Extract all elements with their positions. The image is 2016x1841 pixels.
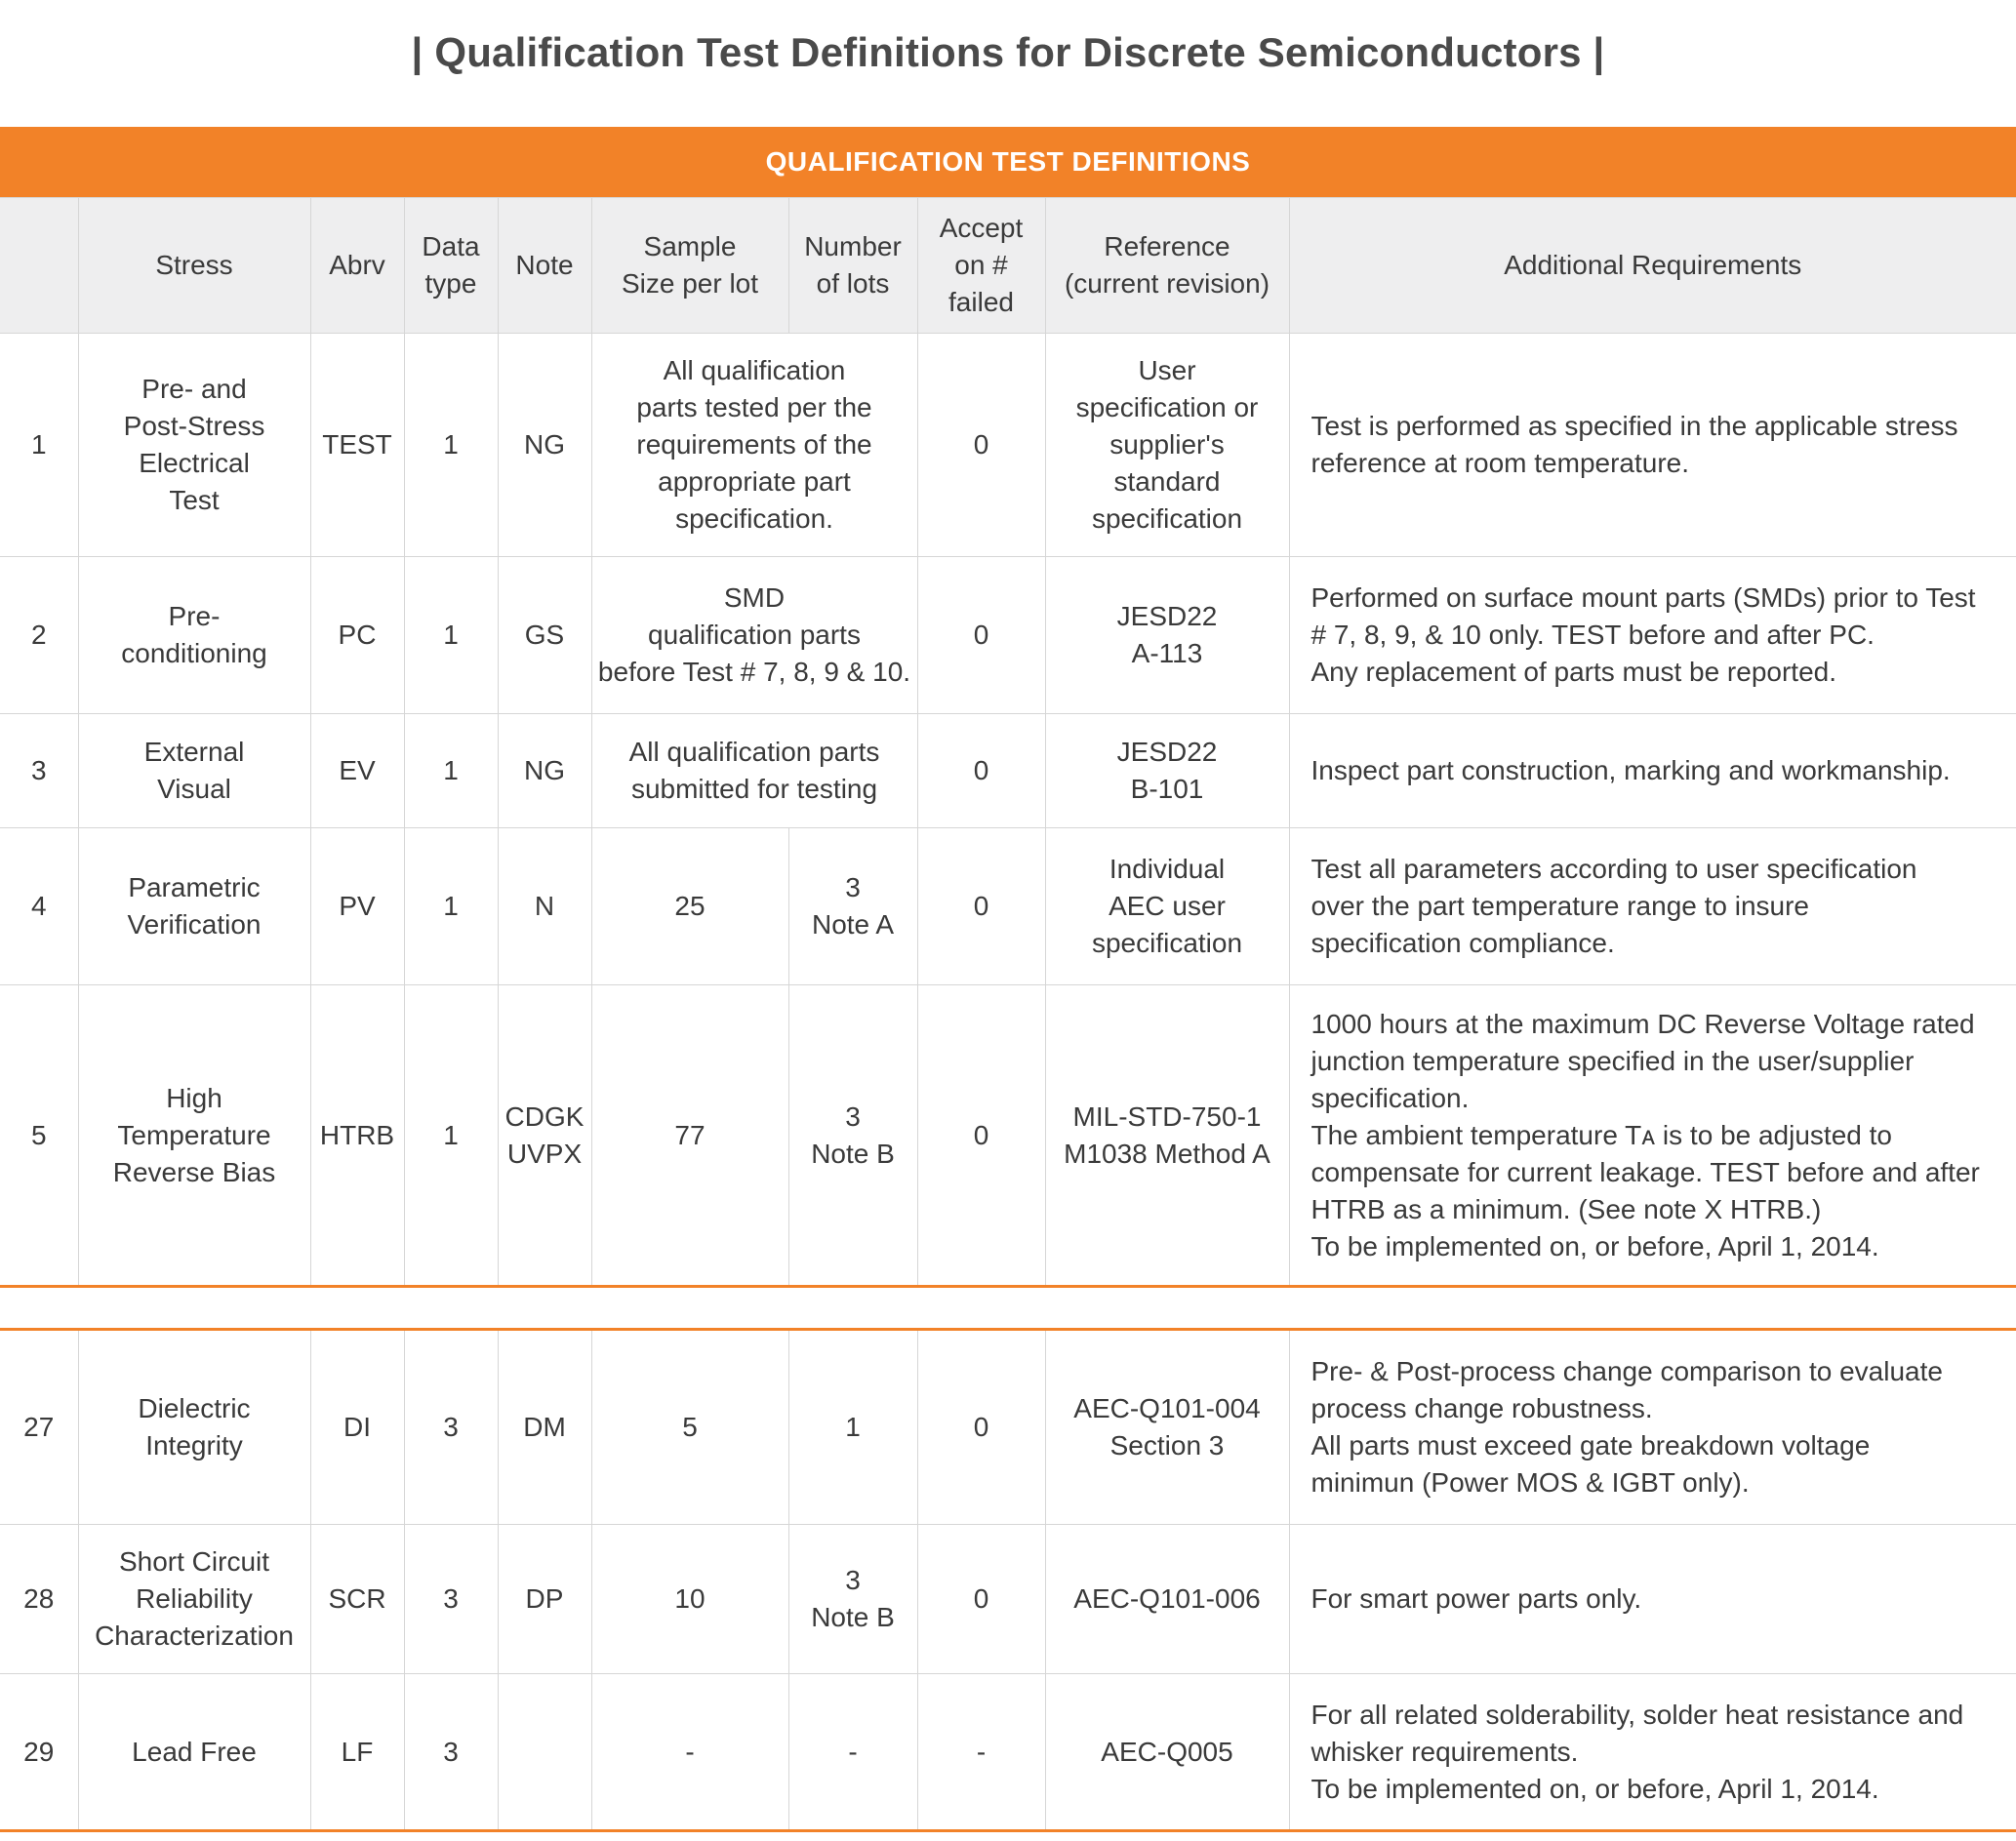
abrv-cell: DI — [310, 1330, 404, 1525]
reference-cell: Individual AEC user specification — [1045, 828, 1289, 985]
header-data-type: Data type — [404, 198, 498, 334]
header-stress: Stress — [78, 198, 310, 334]
abrv-cell: LF — [310, 1674, 404, 1831]
number-of-lots-cell: - — [788, 1674, 917, 1831]
number-of-lots-cell: 1 — [788, 1330, 917, 1525]
row-number: 2 — [0, 557, 78, 714]
stress-cell: Parametric Verification — [78, 828, 310, 985]
stress-cell: High Temperature Reverse Bias — [78, 985, 310, 1287]
reference-cell: JESD22 B-101 — [1045, 714, 1289, 828]
sample-size-cell: 77 — [591, 985, 788, 1287]
data-type-cell: 1 — [404, 334, 498, 557]
header-accept: Accept on # failed — [917, 198, 1045, 334]
table-row — [0, 828, 2016, 985]
stress-cell: Pre- and Post-Stress Electrical Test — [78, 334, 310, 557]
row-number: 3 — [0, 714, 78, 828]
reference-cell: JESD22 A-113 — [1045, 557, 1289, 714]
row-number: 4 — [0, 828, 78, 985]
data-type-cell: 3 — [404, 1330, 498, 1525]
row-number: 5 — [0, 985, 78, 1287]
row-number: 1 — [0, 334, 78, 557]
sample-size-cell: - — [591, 1674, 788, 1831]
row-number: 29 — [0, 1674, 78, 1831]
accept-cell: 0 — [917, 557, 1045, 714]
sample-size-cell: 10 — [591, 1525, 788, 1674]
stress-cell: External Visual — [78, 714, 310, 828]
qualification-table-top — [0, 197, 2016, 1288]
accept-cell: 0 — [917, 334, 1045, 557]
number-of-lots-cell: 3 Note B — [788, 985, 917, 1287]
table-row — [0, 1330, 2016, 1525]
reference-cell: AEC-Q101-006 — [1045, 1525, 1289, 1674]
accept-cell: 0 — [917, 828, 1045, 985]
data-type-cell: 1 — [404, 557, 498, 714]
abrv-cell: PV — [310, 828, 404, 985]
table-row — [0, 714, 2016, 828]
stress-cell: Short Circuit Reliability Characterization — [78, 1525, 310, 1674]
table-row — [0, 1525, 2016, 1674]
note-cell — [498, 1674, 591, 1831]
table-row — [0, 334, 2016, 557]
reference-cell: MIL-STD-750-1 M1038 Method A — [1045, 985, 1289, 1287]
stress-cell: Lead Free — [78, 1674, 310, 1831]
note-cell: NG — [498, 334, 591, 557]
header-num — [0, 198, 78, 334]
table-row — [0, 1674, 2016, 1831]
additional-requirements-cell: For smart power parts only. — [1289, 1525, 2016, 1674]
note-cell: NG — [498, 714, 591, 828]
accept-cell: 0 — [917, 1525, 1045, 1674]
sample-size-cell: All qualification parts tested per the requirements of the appropriate part specification. — [591, 334, 917, 557]
header-row — [0, 198, 2016, 334]
stress-cell: Pre- conditioning — [78, 557, 310, 714]
note-cell: CDGK UVPX — [498, 985, 591, 1287]
header-reference: Reference (current revision) — [1045, 198, 1289, 334]
reference-cell: User specification or supplier's standard specification — [1045, 334, 1289, 557]
header-abrv: Abrv — [310, 198, 404, 334]
note-cell: GS — [498, 557, 591, 714]
data-type-cell: 3 — [404, 1674, 498, 1831]
accept-cell: - — [917, 1674, 1045, 1831]
stress-cell: Dielectric Integrity — [78, 1330, 310, 1525]
header-additional-requirements: Additional Requirements — [1289, 198, 2016, 334]
reference-cell: AEC-Q101-004 Section 3 — [1045, 1330, 1289, 1525]
abrv-cell: SCR — [310, 1525, 404, 1674]
row-number: 28 — [0, 1525, 78, 1674]
sample-size-cell: All qualification parts submitted for testing — [591, 714, 917, 828]
accept-cell: 0 — [917, 714, 1045, 828]
qualification-table-bottom — [0, 1328, 2016, 1832]
sample-size-cell: SMD qualification parts before Test # 7, 8, 9 & 10. — [591, 557, 917, 714]
sample-size-cell: 25 — [591, 828, 788, 985]
table-row — [0, 985, 2016, 1287]
data-type-cell: 1 — [404, 828, 498, 985]
additional-requirements-cell: Test all parameters according to user specification over the part temperature range to insure specification compliance. — [1289, 828, 2016, 985]
additional-requirements-cell: Inspect part construction, marking and workmanship. — [1289, 714, 2016, 828]
data-type-cell: 1 — [404, 985, 498, 1287]
row-number: 27 — [0, 1330, 78, 1525]
abrv-cell: HTRB — [310, 985, 404, 1287]
number-of-lots-cell: 3 Note A — [788, 828, 917, 985]
sample-size-cell: 5 — [591, 1330, 788, 1525]
abrv-cell: EV — [310, 714, 404, 828]
header-note: Note — [498, 198, 591, 334]
note-cell: N — [498, 828, 591, 985]
additional-requirements-cell: Test is performed as specified in the applicable stress reference at room temperature. — [1289, 334, 2016, 557]
note-cell: DP — [498, 1525, 591, 1674]
data-type-cell: 1 — [404, 714, 498, 828]
reference-cell: AEC-Q005 — [1045, 1674, 1289, 1831]
additional-requirements-cell: 1000 hours at the maximum DC Reverse Voltage rated junction temperature specified in the user/supplier specification. The ambient temperature Tᴀ is to be adjusted to compensate for current leakage. TEST before and after HTRB as a minimum. (See note X HTRB.) To be implemented on, or before, April 1, 2014. — [1289, 985, 2016, 1287]
additional-requirements-cell: Performed on surface mount parts (SMDs) prior to Test # 7, 8, 9, & 10 only. TEST before and after PC. Any replacement of parts must be reported. — [1289, 557, 2016, 714]
abrv-cell: PC — [310, 557, 404, 714]
additional-requirements-cell: Pre- & Post-process change comparison to evaluate process change robustness. All parts must exceed gate breakdown voltage minimun (Power MOS & IGBT only). — [1289, 1330, 2016, 1525]
data-type-cell: 3 — [404, 1525, 498, 1674]
header-number-of-lots: Number of lots — [788, 198, 917, 334]
table-row — [0, 557, 2016, 714]
table-banner: QUALIFICATION TEST DEFINITIONS — [0, 127, 2016, 197]
additional-requirements-cell: For all related solderability, solder heat resistance and whisker requirements. To be implemented on, or before, April 1, 2014. — [1289, 1674, 2016, 1831]
page-title: | Qualification Test Definitions for Discrete Semiconductors | — [411, 29, 1605, 75]
number-of-lots-cell: 3 Note B — [788, 1525, 917, 1674]
accept-cell: 0 — [917, 1330, 1045, 1525]
note-cell: DM — [498, 1330, 591, 1525]
abrv-cell: TEST — [310, 334, 404, 557]
accept-cell: 0 — [917, 985, 1045, 1287]
header-sample-size: Sample Size per lot — [591, 198, 788, 334]
